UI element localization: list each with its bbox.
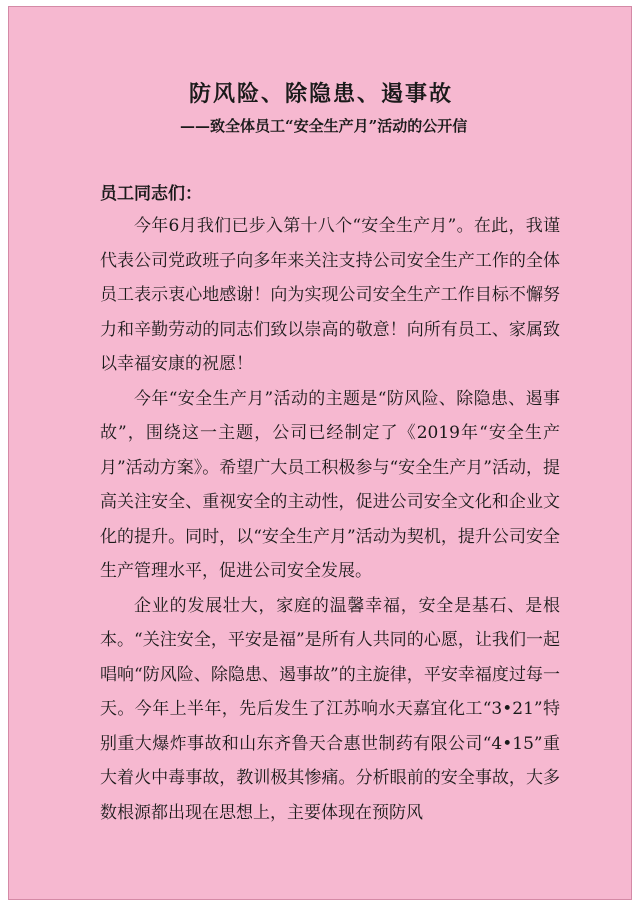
- letter-title: 防风险、除隐患、遏事故: [188, 81, 453, 107]
- paragraph-3: 企业的发展壮大，家庭的温馨幸福，安全是基石、是根本。“关注安全，平安是福”是所有人共同的心愿，让我们一起唱响“防风险、除隐患、遏事故”的主旋律，平安幸福度过每一天。今年上半年，先后发生了江苏响水天嘉宜化工“3•21”特别重大爆炸事故和山东齐鲁天合惠世制药有限公司“4•15”重大着火中毒事故，教训极其惨痛。分析眼前的安全事故，大多数根源都出现在思想上，主要体现在预防风: [100, 595, 560, 823]
- paragraph-1: 今年6月我们已步入第十八个“安全生产月”。在此，我谨代表公司党政班子向多年来关注支持公司安全生产工作的全体员工表示衷心地感谢！向为实现公司安全生产工作目标不懈努力和辛勤劳动的同志们致以崇高的敬意！向所有员工、家属致以幸福安康的祝愿！: [100, 216, 560, 374]
- letter-body: [100, 209, 560, 830]
- letter-page: [8, 6, 632, 900]
- paragraph-2: 今年“安全生产月”活动的主题是“防风险、除隐患、遏事故”，围绕这一主题，公司已经制定了《2019年“安全生产月”活动方案》。希望广大员工积极参与“安全生产月”活动，提高关注安全、重视安全的主动性，促进公司安全文化和企业文化的提升。同时，以“安全生产月”活动为契机，提升公司安全生产管理水平，促进公司安全发展。: [100, 388, 560, 581]
- letter-subtitle: ——致全体员工“安全生产月”活动的公开信: [180, 117, 468, 135]
- salutation: 员工同志们：: [100, 184, 202, 204]
